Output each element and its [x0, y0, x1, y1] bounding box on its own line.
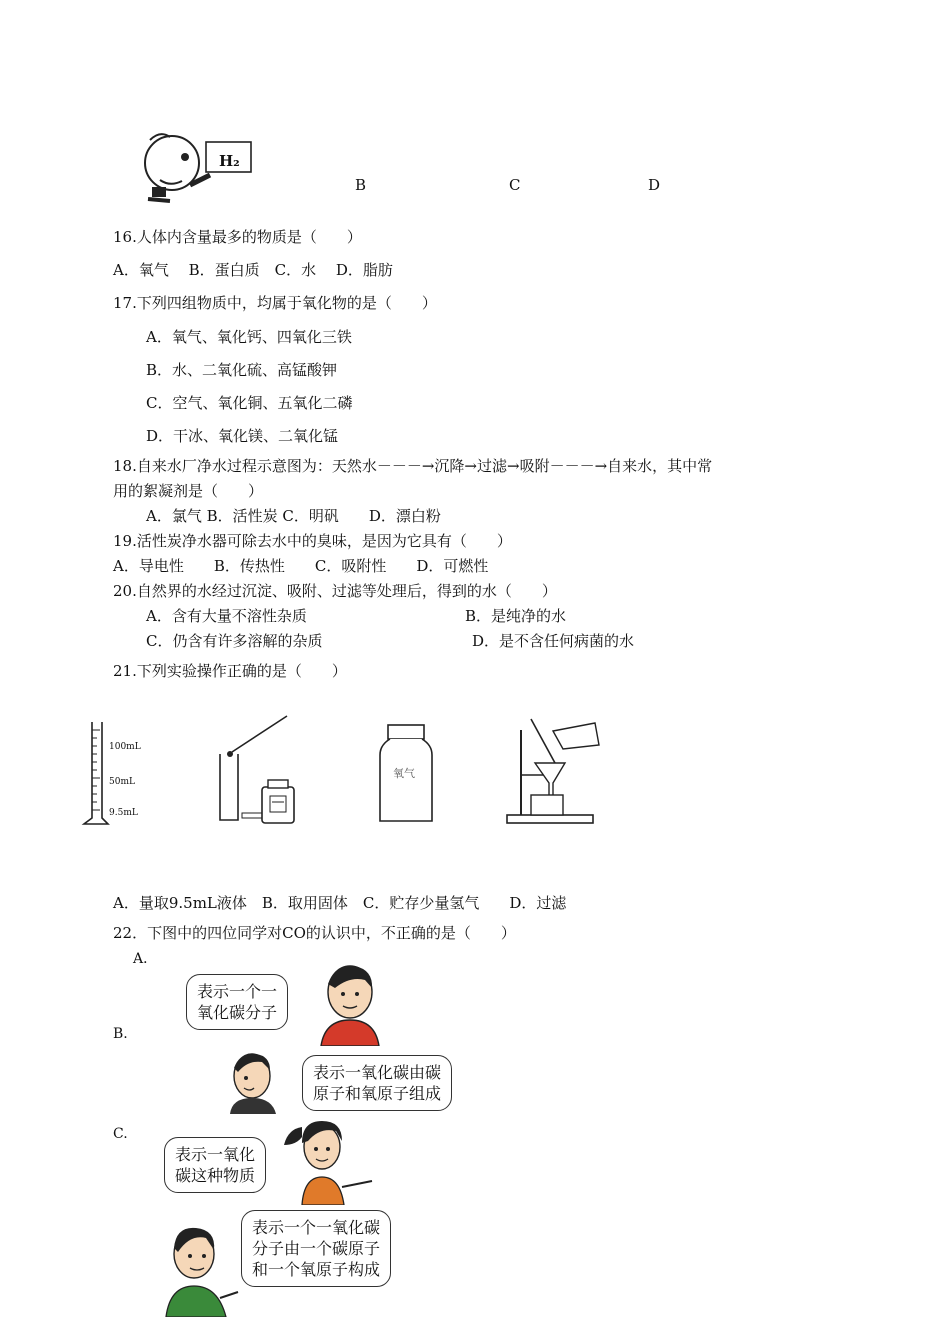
bubble-d-line1: 表示一个一氧化碳 — [252, 1218, 381, 1237]
speech-bubble-a — [186, 974, 288, 1030]
bubble-d-line2: 分子由一个碳原子 — [252, 1239, 381, 1258]
q18-options: A．氯气 B．活性炭 C．明矾 D．漂白粉 — [146, 507, 441, 525]
q18-stem-line2: 用的絮凝剂是（ ） — [113, 482, 264, 500]
bubble-b-line1: 表示一氧化碳由碳 — [313, 1063, 442, 1082]
solid-sampling-figure — [212, 712, 302, 827]
student-c-avatar — [280, 1115, 380, 1205]
q21-stem: 21.下列实验操作正确的是（ ） — [113, 662, 347, 680]
bubble-a-line2: 氧化碳分子 — [197, 1003, 278, 1022]
q20-option-b: B．是纯净的水 — [465, 607, 567, 625]
h2-sign-label: H₂ — [219, 152, 240, 170]
speech-bubble-b — [302, 1055, 452, 1111]
q19-stem: 19.活性炭净水器可除去水中的臭味，是因为它具有（ ） — [113, 532, 512, 550]
bubble-b-line2: 原子和氧原子组成 — [313, 1084, 442, 1103]
q19-options: A．导电性 B．传热性 C．吸附性 D．可燃性 — [113, 557, 489, 575]
q17-stem: 17.下列四组物质中，均属于氧化物的是（ ） — [113, 294, 437, 312]
q17-option-a: A．氧气、氧化钙、四氧化三铁 — [146, 328, 352, 346]
student-a-avatar — [315, 962, 385, 1046]
q22-label-c: C. — [113, 1126, 128, 1142]
filtration-figure — [505, 715, 605, 827]
q17-option-d: D．干冰、氧化镁、二氧化锰 — [146, 427, 339, 445]
q16-stem: 16.人体内含量最多的物质是（ ） — [113, 228, 362, 246]
q20-option-a: A．含有大量不溶性杂质 — [146, 607, 307, 625]
h2-cartoon-figure — [130, 125, 260, 210]
cylinder-mark-9-5: 9.5mL — [109, 808, 138, 818]
q20-option-d: D．是不含任何病菌的水 — [472, 632, 635, 650]
option-d-label: D — [648, 176, 661, 194]
q22-label-a: A． — [133, 951, 158, 967]
student-b-avatar — [224, 1050, 284, 1114]
option-c-label: C — [509, 176, 521, 194]
q17-option-b: B．水、二氧化硫、高锰酸钾 — [146, 361, 338, 379]
q17-option-c: C．空气、氧化铜、五氧化二磷 — [146, 394, 353, 412]
q22-stem: 22．下图中的四位同学对CO的认识中，不正确的是（ ） — [113, 924, 516, 942]
cylinder-mark-50: 50mL — [109, 777, 135, 787]
student-d-avatar — [160, 1222, 240, 1317]
bubble-a-line1: 表示一个一 — [197, 982, 278, 1001]
bubble-c-line1: 表示一氧化 — [175, 1145, 256, 1164]
cylinder-mark-100: 100mL — [109, 742, 141, 752]
q20-stem: 20.自然界的水经过沉淀、吸附、过滤等处理后，得到的水（ ） — [113, 582, 557, 600]
q16-options: A．氧气 B．蛋白质 C．水 D．脂肪 — [113, 261, 393, 279]
speech-bubble-c — [164, 1137, 266, 1193]
speech-bubble-d — [241, 1210, 391, 1287]
bubble-d-line3: 和一个氧原子构成 — [252, 1260, 381, 1279]
q18-stem-line1: 18.自来水厂净水过程示意图为：天然水－－－→沉降→过滤→吸附－－－→自来水，其中常 — [113, 457, 713, 475]
q21-options: A．量取9.5mL液体 B．取用固体 C．贮存少量氢气 D．过滤 — [113, 894, 567, 912]
gas-bottle-label: 氧气 — [393, 767, 415, 780]
bubble-c-line2: 碳这种物质 — [175, 1166, 256, 1185]
q22-label-b: B. — [113, 1026, 128, 1042]
option-b-label: B — [355, 176, 367, 194]
q20-option-c: C．仍含有许多溶解的杂质 — [146, 632, 323, 650]
